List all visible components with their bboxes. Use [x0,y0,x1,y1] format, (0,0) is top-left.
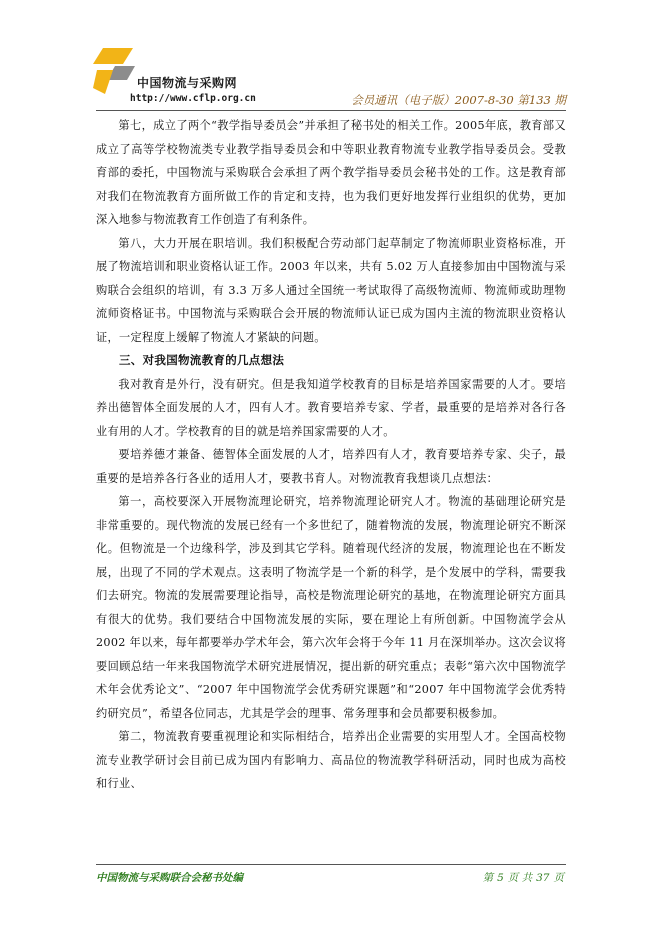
section-heading: 三、对我国物流教育的几点想法 [119,353,285,367]
page-middle: 页 共 [507,872,533,884]
paragraph: 第八，大力开展在职培训。我们积极配合劳动部门起草制定了物流师职业资格标准，开展了物流培训和职业资格认证工作。2003 年以来，共有 5.02 万人直接参加由中国物流与采购联合会组织的培训，有 3.3 万多人通过全国统一考试取得了高级物流师、物流师或助理物流师资格证书。中国物流与采购联合会开展的物流师认证已成为国内主流的物流职业资格认证，一定程度上缓解了物流人才紧缺的问题。 [96,236,566,344]
footer-editor: 中国物流与采购联合会秘书处编 [96,872,243,884]
issue-info: 会员通讯（电子版）2007-8-30 第133 期 [351,93,566,107]
page-total: 37 [536,872,550,884]
paragraph: 要培养德才兼备、德智体全面发展的人才，培养四有人才，教育要培养专家、尖子，最重要的是培养各行各业的适用人才，要教书育人。对物流教育我想谈几点想法： [96,448,566,485]
page-indicator [481,870,566,885]
cflp-logo-icon [93,48,135,100]
page-number: 5 [497,872,504,884]
logo-name: 中国物流与采购网 [137,76,238,90]
paragraph: 我对教育是外行，没有研究。但是我知道学校教育的目标是培养国家需要的人才。要培养出德智体全面发展的人才，四有人才。教育要培养专家、学者，最重要的是培养对各行各业有用的人才。学校教育的目的就是培养国家需要的人才。 [96,377,566,438]
paragraph: 第一，高校要深入开展物流理论研究，培养物流理论研究人才。物流的基础理论研究是非常重要的。现代物流的发展已经有一个多世纪了，随着物流的发展，物流理论研究不断深化。但物流是一个边缘科学，涉及到其它学科。随着现代经济的发展，物流理论也在不断发展，出现了不同的学术观点。这表明了物流学是一个新的科学，是个发展中的学科，需要我们去研究。物流的发展需要理论指导，高校是物流理论研究的基地，在物流理论研究方面具有很大的优势。我们要结合中国物流发展的实际，要在理论上有所创新。中国物流学会从 2002 年以来，每年都要举办学术年会，第六次年会将于今年 11 月在深圳举办。这次会议将要回顾总结一年来我国物流学术研究进展情况，提出新的研究重点；表彰“第六次中国物流学术年会优秀论文”、“2007 年中国物流学会优秀研究课题”和“2007 年中国物流学会优秀特约研究员”，希望各位同志，尤其是学会的理事、常务理事和会员都要积极参加。 [96,495,566,720]
page-prefix: 第 [482,872,494,884]
page-header [0,0,662,112]
paragraph: 第七，成立了两个“教学指导委员会”并承担了秘书处的相关工作。2005年底，教育部又成立了高等学校物流类专业教学指导委员会和中等职业教育物流专业教学指导委员会。受教育部的委托，中国物流与采购联合会承担了两个教学指导委员会秘书处的工作。这是教育部对我们在物流教育方面所做工作的肯定和支持，也为我们更好地发挥行业组织的优势，更加深入地参与物流教育工作创造了有利条件。 [96,119,566,226]
article-body [96,114,566,796]
logo-url: http://www.cflp.org.cn [130,93,256,104]
paragraph: 第二，物流教育要重视理论和实际相结合，培养出企业需要的实用型人才。全国高校物流专业教学研讨会目前已成为国内有影响力、高品位的物流教学科研活动，同时也成为高校和行业、 [96,730,566,790]
page-suffix: 页 [553,872,564,884]
footer-divider [96,864,566,865]
header-divider [96,110,566,111]
